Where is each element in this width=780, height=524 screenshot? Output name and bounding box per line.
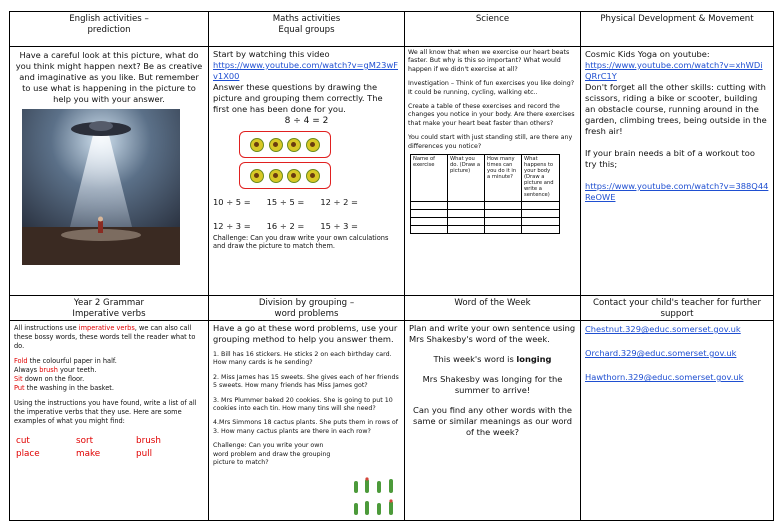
verb-word: pull (136, 449, 153, 459)
wotw-word: This week's word is longing (433, 354, 552, 364)
pe-brain: If your brain needs a bit of a workout too try this; (585, 148, 755, 169)
table-header: Name of exercise (411, 155, 448, 202)
science-p4: You could start with just standing still, are there any differences you notice? (408, 134, 573, 150)
email-hawthorn[interactable]: Hawthorn.329@educ.somerset.gov.uk (585, 372, 744, 382)
maths-instructions: Answer these questions by drawing the picture and grouping them correctly. The first one has been done for you. (213, 82, 383, 114)
division-intro: Have a go at these word problems, use your grouping method to help you answer them. (213, 323, 398, 344)
equation: 12 ÷ 2 = (320, 197, 358, 207)
activity-grid (9, 11, 774, 521)
table-row (411, 210, 560, 218)
table-header: How many times can you do it in a minute? (485, 155, 522, 202)
maths-intro: Start by watching this video (213, 49, 330, 59)
header-maths: Maths activities Equal groups (209, 12, 405, 47)
grammar-cell (10, 321, 209, 520)
table-header: What happens to your body (Draw a picture and write a sentence) (522, 155, 560, 202)
email-orchard[interactable]: Orchard.329@educ.somerset.gov.uk (585, 348, 737, 358)
word-problem: 2. Miss James has 15 sweets. She gives each of her friends 5 sweets. How many friends has Miss James got? (213, 373, 399, 390)
equation: 15 ÷ 5 = (266, 197, 305, 207)
grammar-example: Sit down on the floor. (14, 375, 85, 383)
table-row (411, 202, 560, 210)
english-cell (10, 47, 209, 296)
equation-row-1 (213, 197, 400, 208)
grammar-intro: All instructions use imperative verbs, we can also call these bossy words, these words tell the reader what to do. (14, 324, 196, 350)
word-problem: 4.Mrs Simmons 18 cactus plants. She puts them in rows of 3. How many cactus plants are there in each row? (213, 419, 398, 435)
header-contact: Contact your child's teacher for further support (581, 296, 773, 321)
header-science: Science (405, 12, 581, 47)
maths-video-link[interactable]: https://www.youtube.com/watch?v=gM23wFv1X00 (213, 60, 399, 81)
division-challenge: Challenge: Can you write your own word problem and draw the grouping picture to match? (213, 442, 331, 467)
group-box-1 (239, 131, 331, 158)
bug-icon (269, 138, 283, 152)
table-header: What you do. (Draw a picture) (448, 155, 485, 202)
header-division: Division by grouping – word problems (209, 296, 405, 321)
exercise-table (410, 154, 560, 234)
science-p3: Create a table of these exercises and record the changes you notice in your body. Are there exercises that make your heart beat faster than others? (408, 103, 575, 127)
wotw-synonyms: Can you find any other words with the same or similar meanings as our word of the week? (413, 405, 572, 437)
equation: 16 ÷ 2 = (266, 221, 305, 231)
verb-word: brush (136, 436, 161, 446)
bug-icon (250, 169, 264, 183)
wotw-plan: Plan and write your own sentence using Mrs Shakesby's word of the week. (409, 323, 576, 344)
word-of-week-cell (405, 321, 581, 520)
table-row (411, 226, 560, 234)
pe-skills: Don't forget all the other skills: cutting with scissors, riding a bike or scooter, building an obstacle course, running around in the garden, climbing trees, being outside in the fresh air! (585, 82, 767, 136)
equation: 12 ÷ 3 = (213, 221, 251, 231)
maths-cell (209, 47, 405, 296)
verb-word: sort (76, 436, 94, 446)
verb-word: cut (16, 436, 30, 446)
header-grammar: Year 2 Grammar Imperative verbs (10, 296, 209, 321)
science-p1: We all know that when we exercise our heart beats faster. But why is this so important? What would happen if we didn't exercise at all? (408, 49, 570, 73)
yoga-video-link[interactable]: https://www.youtube.com/watch?v=xhWDiQRrC1Y (585, 60, 763, 81)
bug-icon (287, 138, 301, 152)
equation: 10 ÷ 5 = (213, 197, 251, 207)
cactus-picture (351, 477, 401, 519)
bug-icon (306, 169, 320, 183)
division-cell (209, 321, 405, 520)
contact-cell (581, 321, 773, 520)
table-row (411, 218, 560, 226)
grammar-example: Put the washing in the basket. (14, 384, 114, 392)
grammar-example: Fold the colourful paper in half. (14, 357, 117, 365)
header-word-of-week: Word of the Week (405, 296, 581, 321)
group-box-2 (239, 162, 331, 189)
verb-word: make (76, 449, 101, 459)
verb-examples (14, 435, 204, 461)
pe-intro: Cosmic Kids Yoga on youtube: (585, 49, 710, 59)
bug-icon (287, 169, 301, 183)
bug-icon (306, 138, 320, 152)
word-problem: 3. Mrs Plummer baked 20 cookies. She is going to put 10 cookies into each tin. How many tins will she need? (213, 396, 393, 413)
grammar-task: Using the instructions you have found, write a list of all the imperative verbs that they use. Here are some examples of what you might find: (14, 399, 197, 425)
grammar-example: Always brush your teeth. (14, 366, 97, 374)
maths-example: 8 ÷ 4 = 2 (284, 116, 329, 126)
science-cell (405, 47, 581, 296)
ufo-picture (22, 109, 180, 265)
science-p2: Investigation – Think of fun exercises you like doing? It could be running, cycling, walking etc.. (408, 80, 575, 96)
table-header-row (411, 155, 560, 202)
header-pe: Physical Development & Movement (581, 12, 773, 47)
equation-row-2 (213, 221, 400, 232)
email-chestnut[interactable]: Chestnut.329@educ.somerset.gov.uk (585, 324, 741, 334)
maths-challenge: Challenge: Can you draw write your own calculations and draw the picture to match them. (213, 234, 389, 251)
bug-icon (269, 169, 283, 183)
bug-icon (250, 138, 264, 152)
wotw-sentence: Mrs Shakesby was longing for the summer to arrive! (422, 374, 563, 395)
verb-word: place (16, 449, 40, 459)
english-text: Have a careful look at this picture, what do you think might happen next? Be as creative and imaginative as you like. But remember to use what is happening in the picture to help you with your answer. (15, 50, 203, 104)
word-problem: 1. Bill has 16 stickers. He sticks 2 on each birthday card. How many cards is he sending? (213, 351, 392, 367)
pe-cell (581, 47, 773, 296)
brain-video-link[interactable]: https://www.youtube.com/watch?v=388Q44ReOWE (585, 181, 769, 202)
equation: 15 ÷ 3 = (320, 221, 358, 231)
header-english: English activities – prediction (10, 12, 209, 47)
